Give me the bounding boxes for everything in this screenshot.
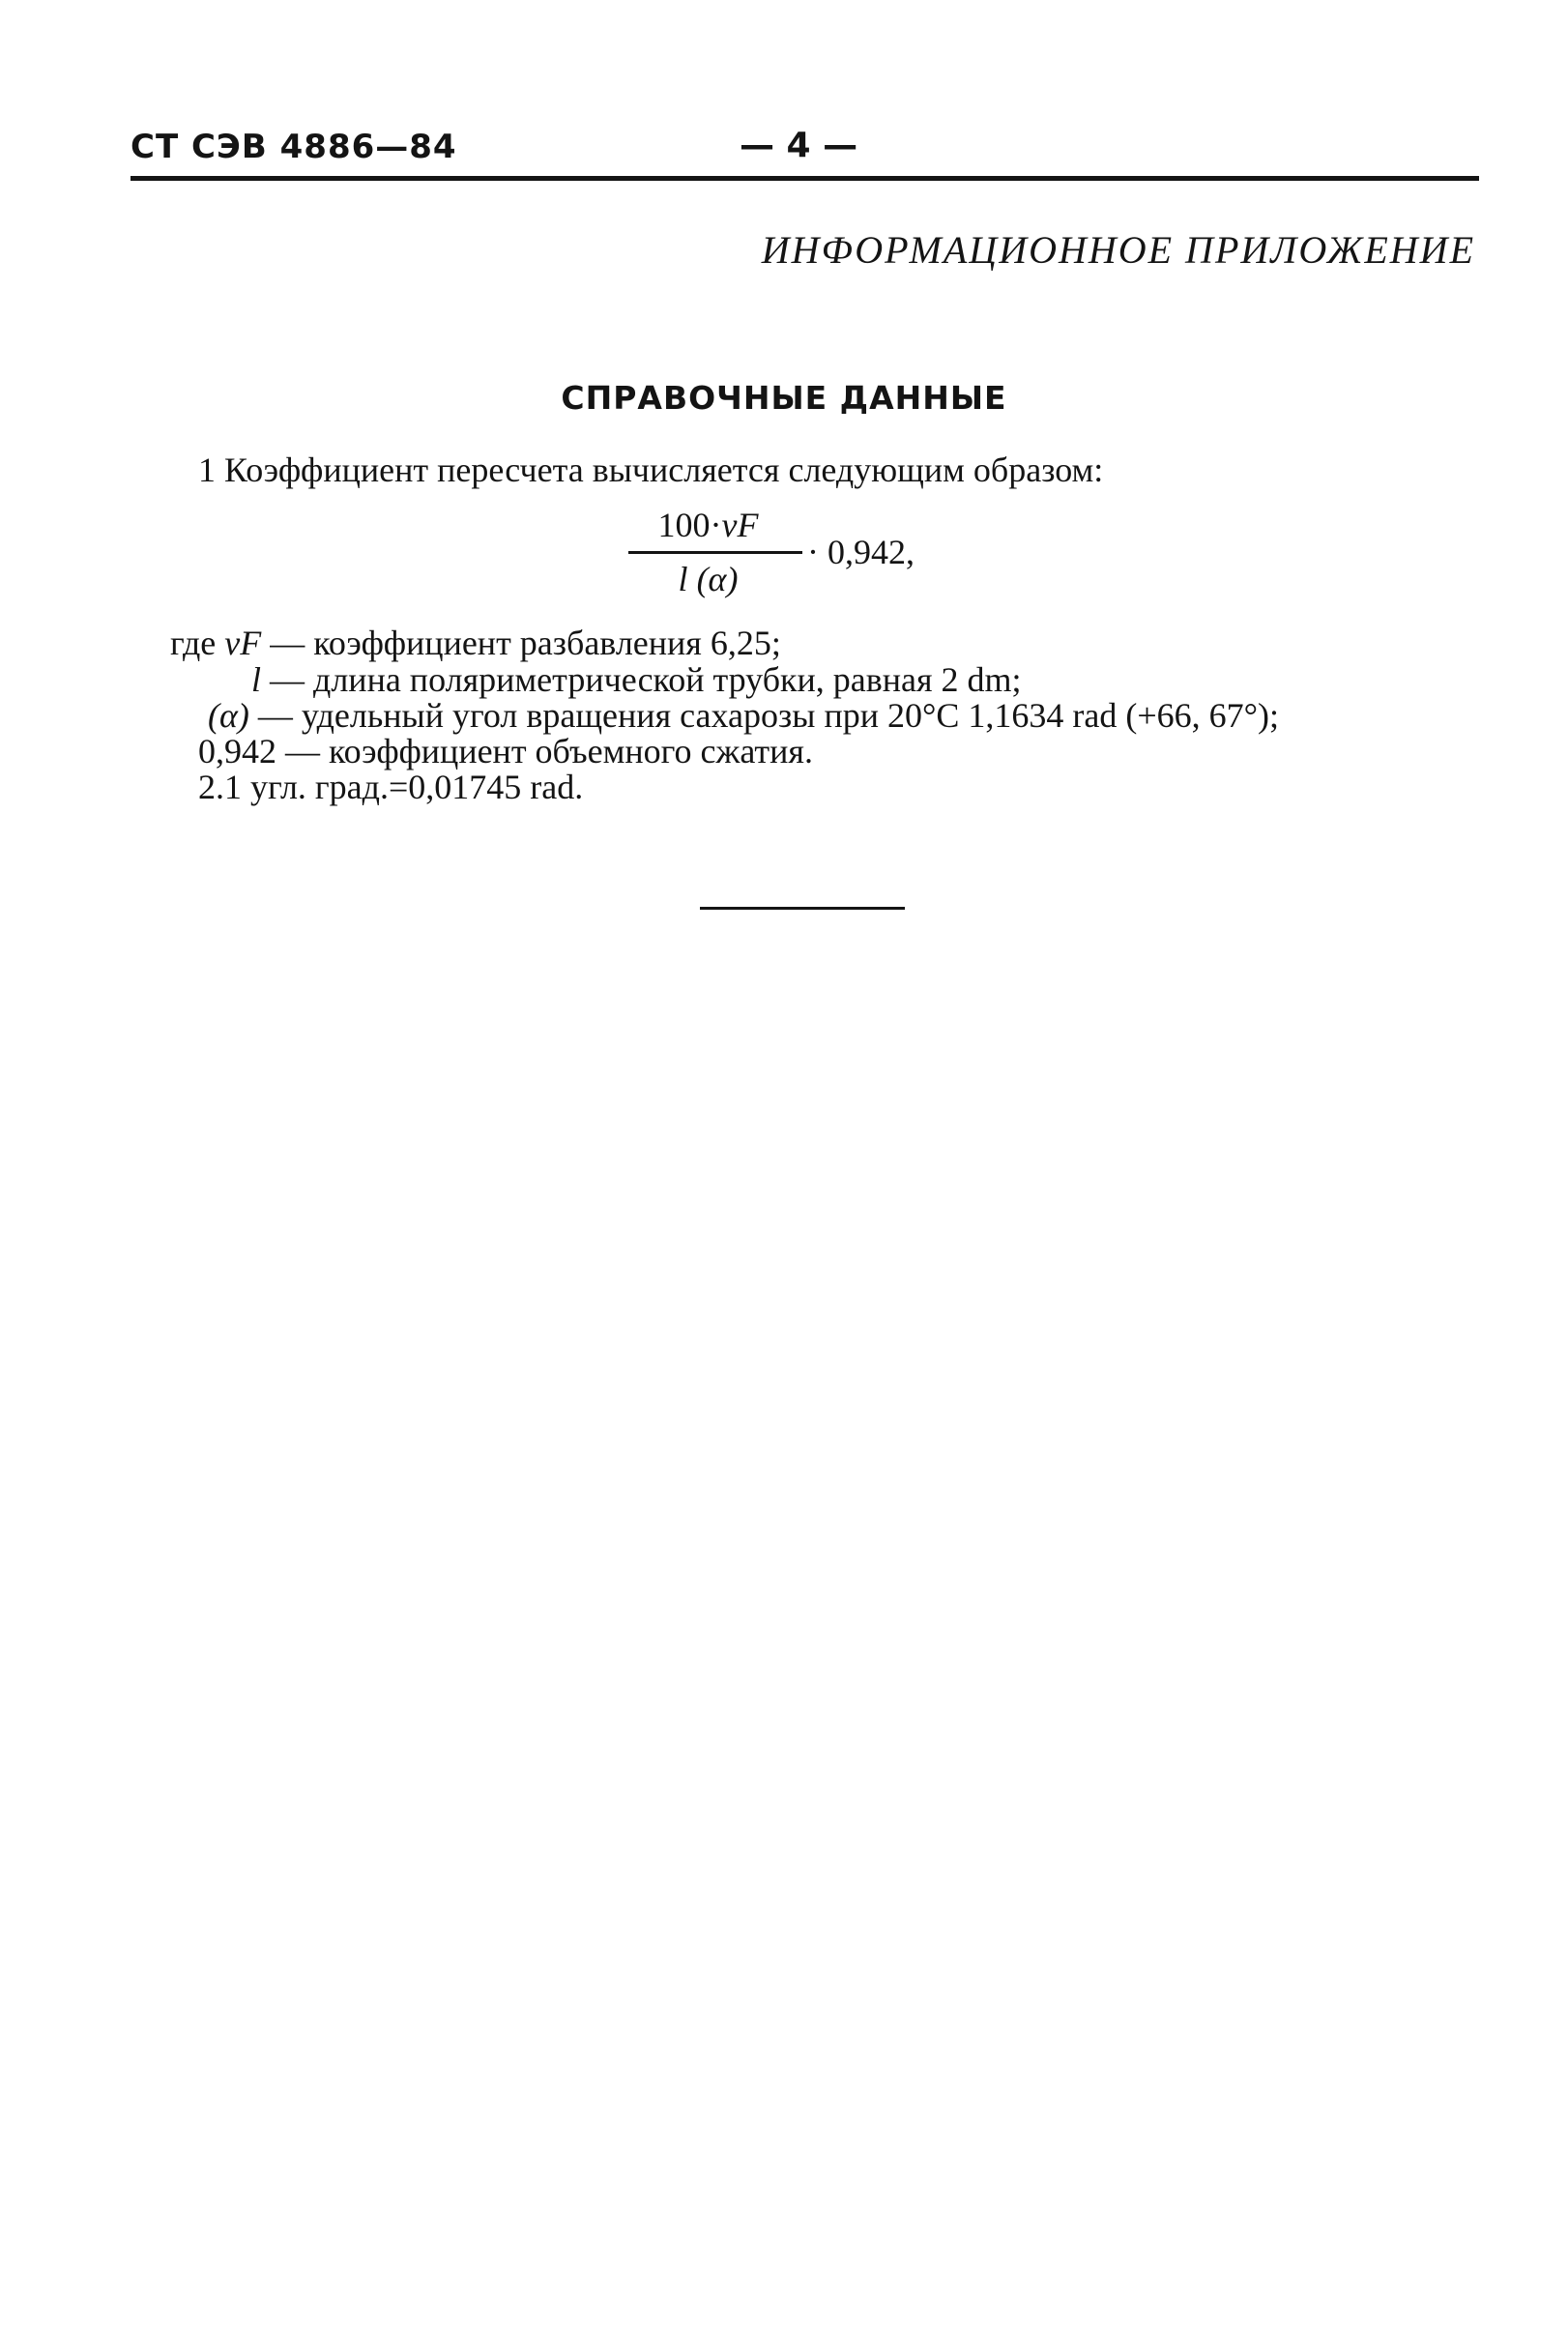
legend-symbol: (α) [208,696,249,735]
denominator-variable: l [678,560,688,598]
legend-prefix: где [170,624,225,662]
legend-symbol: l [251,660,262,699]
denominator-symbol: (α) [696,560,739,598]
document-code: СТ СЭВ 4886—84 [131,128,457,166]
formula-denominator [628,559,788,599]
legend-row [170,624,781,662]
formula-tail: · 0,942, [807,533,915,571]
legend-text: удельный угол вращения сахарозы при 20°С 1,1634 rad (+66, 67°); [301,696,1280,735]
legend-row [208,696,1279,735]
formula-numerator [628,505,788,545]
page-number: — 4 — [740,126,858,165]
numerator-variable: vF [721,506,759,544]
legend-text: длина поляриметрической трубки, равная 2 dm; [313,660,1022,699]
legend-row [251,660,1022,699]
legend-dash: — [261,624,314,662]
header-rule [131,176,1479,181]
section-title: СПРАВОЧНЫЕ ДАННЫЕ [561,379,1007,417]
legend-text: коэффициент объемного сжатия. [329,732,813,770]
legend-dash: — [276,732,329,770]
paragraph-2: 2.1 угл. град.=0,01745 rad. [198,768,584,806]
numerator-value: 100· [657,506,722,544]
appendix-label: ИНФОРМАЦИОННОЕ ПРИЛОЖЕНИЕ [761,228,1475,272]
end-rule [700,907,905,910]
legend-row [198,732,813,770]
paragraph-1: 1 Коэффициент пересчета вычисляется следующим образом: [198,451,1104,489]
legend-dash: — [261,660,314,699]
legend-dash: — [248,696,302,735]
legend-text: коэффициент разбавления 6,25; [313,624,781,662]
legend-symbol: vF [224,624,262,662]
fraction-bar [628,551,802,554]
legend-symbol: 0,942 [198,732,276,770]
